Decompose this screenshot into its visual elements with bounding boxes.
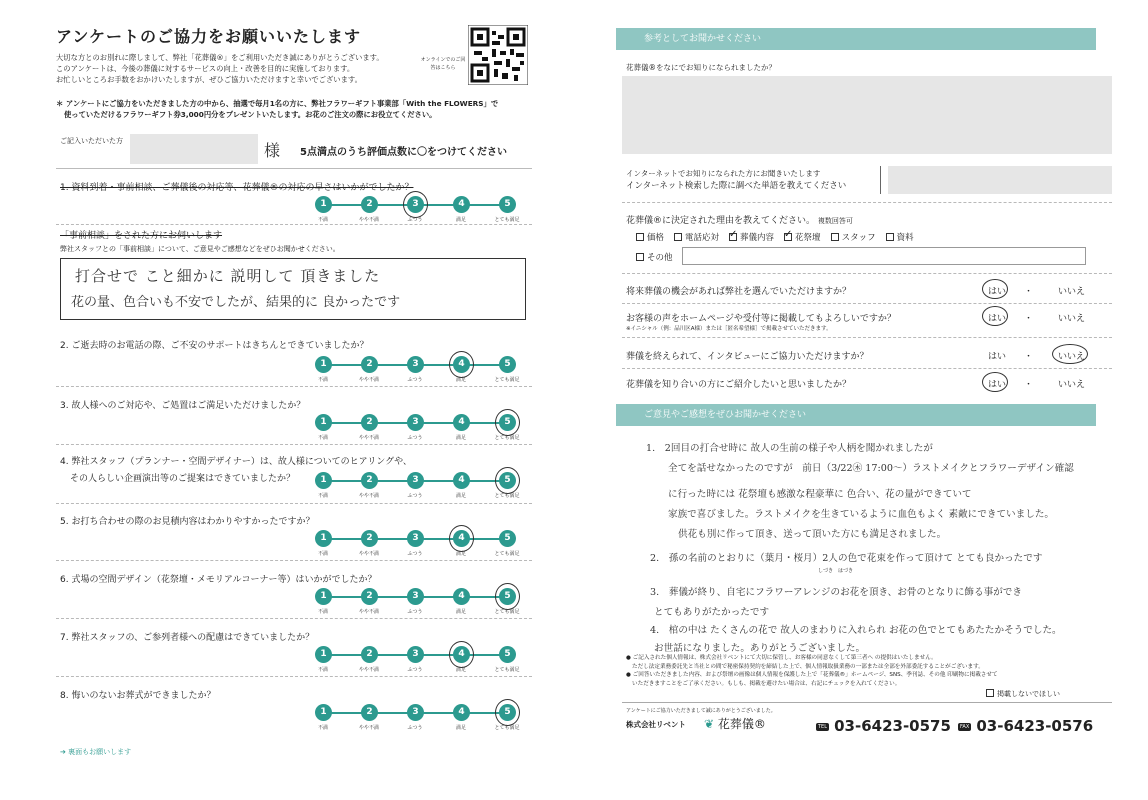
selected-rating-circle — [495, 467, 520, 494]
rating-option-4[interactable]: 4 — [453, 414, 470, 431]
name-suffix: 様 — [264, 141, 281, 160]
selected-rating-circle — [495, 409, 520, 436]
rating-option-2[interactable]: 2 — [361, 472, 378, 489]
rating-option-2[interactable]: 2 — [361, 196, 378, 213]
rating-option-1[interactable]: 1 — [315, 196, 332, 213]
rating-option-4[interactable]: 4 — [453, 356, 470, 373]
rating-option-1[interactable]: 1 — [315, 588, 332, 605]
section-header-comments: ご意見やご感想をぜひお聞かせください — [616, 404, 1096, 426]
reason-label: 葬儀内容 — [740, 233, 775, 243]
question-8: 8. 悔いのないお葬式ができましたか？ — [60, 691, 216, 701]
internet-question-1: インターネットでお知りになられた方にお聞きいたします — [626, 169, 821, 178]
name-field[interactable] — [130, 134, 258, 164]
how-known-question: 花葬儀®をなにでお知りになられましたか？ — [626, 63, 776, 72]
rating-label: 不満 — [317, 377, 328, 383]
rating-option-4[interactable]: 4 — [453, 646, 470, 663]
selected-rating-circle — [449, 351, 474, 378]
yn-question-2-note: ※イニシャル（例：品川区A様）または［匿名希望様］で掲載させていただきます。 — [626, 326, 832, 332]
comment-line: とてもありがたかったです — [654, 607, 770, 618]
reason-label: 花祭壇 — [795, 233, 821, 243]
rating-label: ふつう — [407, 217, 423, 223]
reason-option[interactable] — [831, 233, 876, 243]
reason-label: 価格 — [647, 233, 665, 243]
no-option[interactable]: いいえ — [1058, 314, 1086, 324]
rating-label: 不満 — [317, 551, 328, 557]
checkbox[interactable] — [886, 233, 894, 241]
rating-option-1[interactable]: 1 — [315, 530, 332, 547]
rating-scale-q6[interactable] — [315, 585, 525, 625]
comment-line: 2. 孫の名前のとおりに（葉月・桜月）2人の色で花束を作って頂けて とても良かったです — [650, 553, 1043, 564]
comment-line: 全てを話せなかったのですが 前日（3/22㊍ 17:00～）ラストメイクとフラワーデザイン確認 — [668, 463, 1074, 474]
comment-line: 3. 葬儀が終り、自宅にフラワーアレンジのお花を頂き、お骨のとなりに飾る事ができ — [650, 587, 1022, 598]
comment-line: 供花も別に作って頂き、送って頂いた方にも満足されました。 — [678, 529, 947, 540]
rating-label: 不満 — [317, 609, 328, 615]
rating-label: やや不満 — [358, 551, 379, 557]
yes-option[interactable]: はい — [988, 314, 1007, 324]
rating-label: ふつう — [407, 493, 423, 499]
yn-question-3: 葬儀を終えられて、インタビューにご協力いただけますか？ — [626, 352, 869, 362]
yes-option[interactable]: はい — [988, 380, 1007, 390]
rating-label: 不満 — [317, 725, 328, 731]
name-label: ご記入いただいた方 — [60, 137, 123, 145]
reason-label: 資料 — [896, 233, 914, 243]
furigana: しづき はづき — [818, 568, 854, 574]
checked-checkbox[interactable]: ✓ — [784, 229, 793, 240]
comment-line: に行った時には 花祭壇も感激な程豪華に 色合い、花の量ができていて — [668, 489, 972, 500]
back-page-note: ➔ 裏面もお願いします — [60, 748, 132, 756]
no-option[interactable]: いいえ — [1058, 352, 1086, 362]
question-1 — [60, 180, 413, 193]
comment-line: お世話になりました。ありがとうございました。 — [654, 643, 866, 654]
rating-option-5[interactable]: 5 — [499, 646, 516, 663]
consult-title: 「事前相談」をされた方にお伺いします — [60, 231, 223, 241]
consult-answer-line-1: 打合せで こと細かに 説明して 頂きました — [75, 267, 381, 285]
rating-scale-q5[interactable] — [315, 527, 525, 567]
search-words-field[interactable] — [888, 166, 1112, 194]
rating-option-2[interactable]: 2 — [361, 356, 378, 373]
selected-answer-circle — [1052, 344, 1088, 364]
rating-option-5[interactable]: 5 — [499, 196, 516, 213]
rating-label: とても満足 — [494, 377, 520, 383]
fax: FAX 03-6423-0576 — [960, 717, 1094, 735]
rating-label: 満足 — [455, 667, 466, 673]
reason-label: スタッフ — [841, 233, 876, 243]
rating-option-3[interactable]: 3 — [407, 472, 424, 489]
rating-label: やや不満 — [358, 725, 379, 731]
rating-label: 満足 — [455, 551, 466, 557]
company-name: 株式会社リベント — [626, 720, 686, 729]
rating-option-5[interactable]: 5 — [499, 472, 516, 489]
separator: ・ — [1024, 352, 1034, 362]
rating-option-5[interactable]: 5 — [499, 414, 516, 431]
rating-option-1[interactable]: 1 — [315, 414, 332, 431]
rating-label: 満足 — [455, 217, 466, 223]
rating-label: やや不満 — [358, 609, 379, 615]
selected-rating-circle — [495, 699, 520, 726]
no-option[interactable]: いいえ — [1058, 287, 1086, 297]
rating-scale-q3[interactable] — [315, 411, 525, 451]
rating-label: とても満足 — [494, 435, 520, 441]
rating-label: とても満足 — [494, 609, 520, 615]
rating-label: 不満 — [317, 435, 328, 441]
checkbox[interactable] — [636, 233, 644, 241]
selected-answer-circle — [982, 279, 1008, 299]
rating-label: やや不満 — [358, 377, 379, 383]
rating-label: ふつう — [407, 609, 423, 615]
rating-option-5[interactable]: 5 — [499, 356, 516, 373]
rating-scale-q8[interactable] — [315, 701, 525, 741]
reason-other[interactable]: その他 — [636, 251, 673, 263]
gift-notice: ＊ アンケートにご協力をいただきました方の中から、抽選で毎月1名の方に、弊社フラワーギフト事業部「With the FLOWERS」で 使っていただけるフラワーギフト券3,000円分をプレゼントいたします。お花のご注文の際にお役立てください。 — [56, 99, 499, 119]
rating-option-2[interactable]: 2 — [361, 414, 378, 431]
qr-caption: オンラインでのご回答はこちら — [420, 57, 466, 71]
question-6: 6. 式場の空間デザイン（花祭壇・メモリアルコーナー等）はいかがでしたか？ — [60, 575, 377, 585]
question-2: 2. ご逝去時のお電話の際、ご不安のサポートはきちんとできていましたか？ — [60, 341, 369, 351]
reason-other-field[interactable] — [682, 247, 1086, 265]
yn-question-1: 将来葬儀の機会があれば弊社を選んでいただけますか？ — [626, 287, 852, 297]
rating-option-3[interactable]: 3 — [407, 530, 424, 547]
section-header-reference: 参考としてお聞かせください — [616, 28, 1096, 50]
rating-instruction: 5点満点のうち評価点数に〇をつけてください — [300, 147, 507, 158]
reason-label: 電話応対 — [685, 233, 720, 243]
rating-option-5[interactable]: 5 — [499, 530, 516, 547]
checkbox[interactable] — [674, 233, 682, 241]
rating-option-1[interactable]: 1 — [315, 704, 332, 721]
rating-scale-q7[interactable] — [315, 643, 525, 683]
consult-answer-line-2: 花の量、色合いも不安でしたが、結果的に 良かったです — [71, 295, 401, 310]
rating-label: とても満足 — [494, 493, 520, 499]
separator: ・ — [1024, 314, 1034, 324]
question-1-text: 1. 資料到着・事前相談、ご葬儀後の対応等、花葬儀®の対応の早さはいかがでしたか？ — [60, 183, 414, 193]
yes-option[interactable]: はい — [988, 352, 1007, 362]
rating-option-3[interactable]: 3 — [407, 196, 424, 213]
comment-line: 4. 棺の中は たくさんの花で 故人のまわりに入れられ お花の色でとてもあたたかそうでした。 — [650, 625, 1062, 636]
rating-label: 満足 — [455, 435, 466, 441]
reason-option[interactable] — [886, 233, 914, 243]
rating-scale-q1[interactable] — [315, 193, 525, 233]
comment-line: 1. 2回目の打合せ時に 故人の生前の様子や人柄を聞かれましたが — [646, 443, 933, 454]
reason-option[interactable] — [729, 229, 775, 243]
intro-text: 大切な方とのお別れに際しまして、弊社「花葬儀®」をご利用いただき誠にありがとうございます。 このアンケートは、今後の葬儀に対するサービスの向上・改善を目的に実施しております。 お忙しいところお手数をおかけいたしますが、ぜひご協力いただけますと幸いでございます。 — [56, 53, 384, 84]
rating-option-2[interactable]: 2 — [361, 588, 378, 605]
selected-rating-circle — [403, 191, 428, 218]
rating-option-5[interactable]: 5 — [499, 704, 516, 721]
rating-label: やや不満 — [358, 667, 379, 673]
rating-label: とても満足 — [494, 551, 520, 557]
rating-option-2[interactable]: 2 — [361, 704, 378, 721]
separator: ・ — [1024, 380, 1034, 390]
rating-option-3[interactable]: 3 — [407, 414, 424, 431]
survey-back-page — [574, 0, 1148, 800]
rating-option-4[interactable]: 4 — [453, 588, 470, 605]
rating-label: とても満足 — [494, 667, 520, 673]
survey-title: アンケートのご協力をお願いいたします — [56, 27, 362, 46]
rating-option-3[interactable]: 3 — [407, 704, 424, 721]
rating-option-2[interactable]: 2 — [361, 646, 378, 663]
thanks-text: アンケートにご協力いただきまして誠にありがとうございました。 — [626, 708, 776, 714]
rating-label: 不満 — [317, 667, 328, 673]
no-publish-option[interactable]: 掲載しないでほしい — [986, 689, 1060, 699]
yn-question-2: お客様の声をホームページや受付等に掲載してもよろしいですか？ — [626, 314, 896, 324]
rating-label: 満足 — [455, 377, 466, 383]
rating-label: 不満 — [317, 493, 328, 499]
rating-option-4[interactable]: 4 — [453, 704, 470, 721]
rating-label: 満足 — [455, 609, 466, 615]
rating-label: 不満 — [317, 217, 328, 223]
rating-label: やや不満 — [358, 435, 379, 441]
question-5: 5. お打ち合わせの際のお見積内容はわかりやすかったですか？ — [60, 517, 315, 527]
selected-answer-circle — [982, 306, 1008, 326]
how-known-field[interactable] — [622, 76, 1112, 154]
rating-label: やや不満 — [358, 493, 379, 499]
rating-label: ふつう — [407, 435, 423, 441]
reason-options — [636, 231, 924, 243]
qr-code-icon[interactable] — [468, 25, 528, 85]
reason-option[interactable] — [636, 233, 664, 243]
rating-option-4[interactable]: 4 — [453, 472, 470, 489]
rating-option-4[interactable]: 4 — [453, 196, 470, 213]
leaf-icon: ❦ — [704, 717, 715, 731]
question-7: 7. 弊社スタッフの、ご参列者様への配慮はできていましたか？ — [60, 633, 315, 643]
rating-label: やや不満 — [358, 217, 379, 223]
reason-option[interactable] — [784, 229, 821, 243]
checkbox[interactable] — [831, 233, 839, 241]
rating-option-1[interactable]: 1 — [315, 356, 332, 373]
rating-option-1[interactable]: 1 — [315, 646, 332, 663]
brand-logo: ❦ 花葬儀® — [704, 717, 766, 731]
rating-option-3[interactable]: 3 — [407, 356, 424, 373]
selected-rating-circle — [449, 641, 474, 668]
rating-option-3[interactable]: 3 — [407, 646, 424, 663]
checked-checkbox[interactable]: ✓ — [729, 229, 738, 240]
yes-option[interactable]: はい — [988, 287, 1007, 297]
consult-answer-box[interactable] — [60, 258, 526, 320]
reason-question: 花葬儀®に決定された理由を教えてください。 複数回答可 — [626, 216, 853, 226]
rating-label: 満足 — [455, 493, 466, 499]
internet-question-2: インターネット検索した際に調べた単語を教えてください — [626, 181, 847, 191]
selected-rating-circle — [449, 525, 474, 552]
rating-option-4[interactable]: 4 — [453, 530, 470, 547]
yn-question-4: 花葬儀を知り合いの方にご紹介したいと思いましたか？ — [626, 380, 852, 390]
separator: ・ — [1024, 287, 1034, 297]
rating-option-2[interactable]: 2 — [361, 530, 378, 547]
selected-rating-circle — [495, 583, 520, 610]
no-option[interactable]: いいえ — [1058, 380, 1086, 390]
question-4: 4. 弊社スタッフ（プランナー・空間デザイナー）は、故人様についてのヒアリングや、 その人らしい企画演出等のご提案はできていましたか？ — [60, 457, 412, 484]
rating-label: ふつう — [407, 725, 423, 731]
rating-label: ふつう — [407, 667, 423, 673]
no-publish-checkbox[interactable] — [986, 689, 994, 697]
rating-label: ふつう — [407, 377, 423, 383]
rating-label: とても満足 — [494, 217, 520, 223]
rating-option-1[interactable]: 1 — [315, 472, 332, 489]
checkbox[interactable] — [636, 253, 644, 261]
tel[interactable]: TEL 03-6423-0575 — [818, 717, 951, 735]
question-3: 3. 故人様へのご対応や、ご処置はご満足いただけましたか？ — [60, 401, 306, 411]
comment-line: 家族で喜びました。ラストメイクを生きているように血色もよく 素敵にできていました。 — [668, 509, 1055, 520]
selected-answer-circle — [982, 372, 1008, 392]
rating-label: ふつう — [407, 551, 423, 557]
privacy-notice: ● ご記入された個人情報は、株式会社リベントにて大切に保管し、お客様の同意なくして第三者へ の提供はいたしません。 ただし法定業務委託先と当社との間で秘密保持契約を締結した上で、個人情報取扱業務の一部または全部を外部委託することがございます。 ● ご回答いただきました内容、および祭壇の画像は個人情報を保護した上で「花葬儀®」ホームページ、SNS、季刊誌、その他 印刷物に掲載させて いただきますことをご了承ください。もしも、掲載を避けたい場合は、右記にチェックを入れてください。 — [626, 655, 998, 687]
rating-option-5[interactable]: 5 — [499, 588, 516, 605]
rating-label: 満足 — [455, 725, 466, 731]
rating-scale-q2[interactable] — [315, 353, 525, 393]
rating-option-3[interactable]: 3 — [407, 588, 424, 605]
reason-option[interactable] — [674, 233, 719, 243]
rating-label: とても満足 — [494, 725, 520, 731]
consult-question: 弊社スタッフとの「事前相談」について、ご意見やご感想などをぜひお聞かせください。 — [60, 245, 340, 253]
